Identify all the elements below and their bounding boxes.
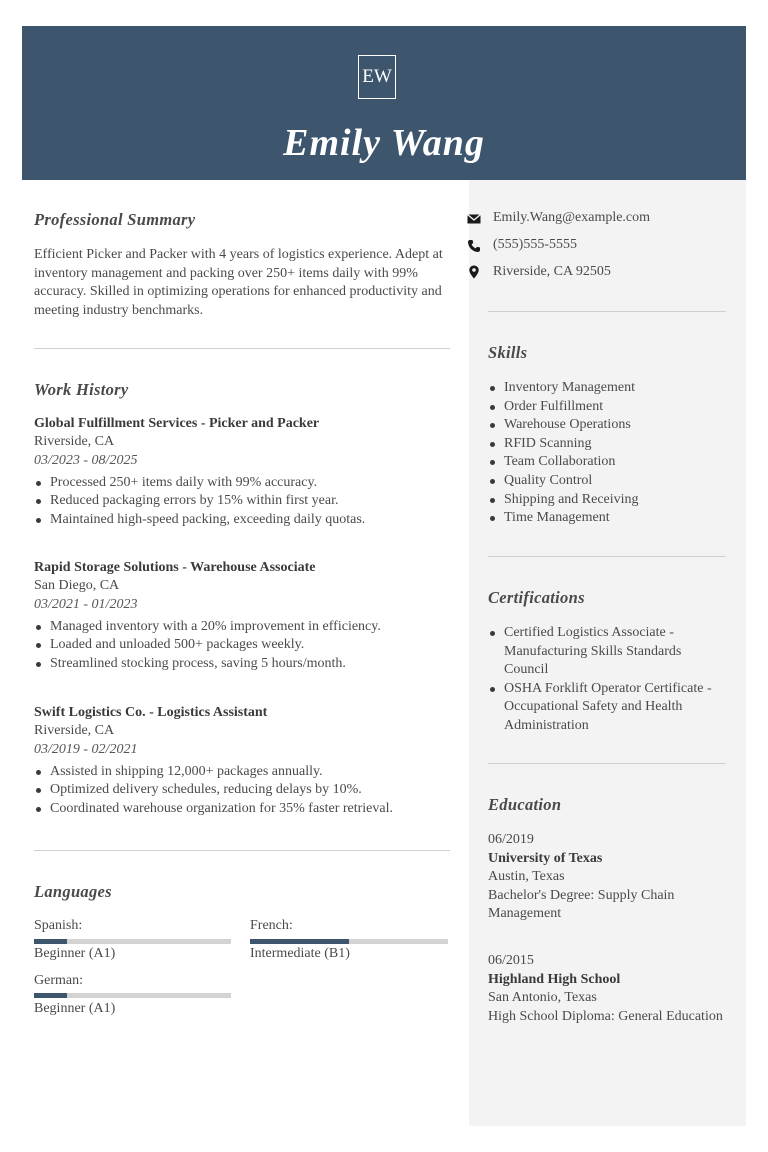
skills-list: [488, 379, 726, 528]
certifications-title: Certifications: [488, 588, 585, 607]
phone-icon: [467, 239, 481, 253]
divider: [488, 311, 726, 312]
list-item: Order Fulfillment: [488, 398, 726, 417]
education-location: Austin, Texas: [488, 869, 565, 885]
education-degree: Bachelor's Degree: Supply Chain Management: [488, 887, 675, 922]
contact-email: Emily.Wang@example.com: [493, 210, 651, 225]
language-name: Spanish:: [34, 918, 83, 933]
summary-title: Professional Summary: [34, 210, 196, 229]
language-level-bar: [34, 993, 231, 998]
job-location: Riverside, CA: [34, 723, 115, 738]
job-entry: [34, 416, 450, 529]
list-item: Streamlined stocking process, saving 5 hours/month.: [34, 655, 450, 674]
monogram: EW: [358, 55, 396, 99]
list-item: Coordinated warehouse organization for 35% faster retrieval.: [34, 800, 450, 819]
job-entry: [34, 560, 450, 673]
divider: [34, 348, 450, 349]
certifications-list: [488, 624, 720, 736]
contact-address: Riverside, CA 92505: [493, 264, 611, 279]
location-pin-icon: [467, 265, 481, 279]
education-degree: High School Diploma: General Education: [488, 1008, 723, 1024]
list-item: Processed 250+ items daily with 99% accuracy.: [34, 474, 450, 493]
language-level-fill: [34, 939, 67, 944]
email-icon: [467, 212, 481, 226]
language-level-fill: [250, 939, 349, 944]
divider: [34, 850, 450, 851]
education-date: 06/2015: [488, 953, 534, 968]
job-location: Riverside, CA: [34, 434, 115, 449]
education-school: Highland High School: [488, 971, 621, 987]
education-school: University of Texas: [488, 850, 603, 866]
education-title: Education: [488, 795, 562, 814]
list-item: Certified Logistics Associate - Manufacturing Skills Standards Council: [488, 624, 720, 680]
language-name: French:: [250, 918, 293, 933]
language-name: German:: [34, 973, 83, 988]
education-location: San Antonio, Texas: [488, 990, 597, 1006]
education-entry: [488, 952, 726, 1026]
list-item: Loaded and unloaded 500+ packages weekly.: [34, 636, 450, 655]
list-item: Inventory Management: [488, 379, 726, 398]
list-item: Shipping and Receiving: [488, 491, 726, 510]
job-location: San Diego, CA: [34, 578, 120, 593]
language-level: Beginner (A1): [34, 1001, 116, 1016]
work-history-title: Work History: [34, 380, 129, 399]
job-title: Rapid Storage Solutions - Warehouse Associate: [34, 560, 316, 575]
job-dates: 03/2023 - 08/2025: [34, 452, 138, 468]
skills-title: Skills: [488, 343, 528, 362]
list-item: RFID Scanning: [488, 435, 726, 454]
list-item: Maintained high-speed packing, exceeding daily quotas.: [34, 511, 450, 530]
languages-title: Languages: [34, 882, 112, 901]
job-bullets: [34, 618, 450, 674]
divider: [488, 556, 726, 557]
job-entry: [34, 705, 450, 818]
language-level: Intermediate (B1): [250, 946, 350, 961]
education-date: 06/2019: [488, 832, 534, 847]
list-item: Optimized delivery schedules, reducing delays by 10%.: [34, 781, 450, 800]
language-level: Beginner (A1): [34, 946, 116, 961]
list-item: Time Management: [488, 509, 726, 528]
summary-text: Efficient Picker and Packer with 4 years of logistics experience. Adept at inventory management and packing over 250+ items daily with 99% accuracy. Skilled in optimizing operations for enhanced productivity and meeting industry benchmarks.: [34, 247, 443, 318]
list-item: Warehouse Operations: [488, 416, 726, 435]
education-entry: [488, 831, 726, 924]
language-level-bar: [250, 939, 448, 944]
list-item: Reduced packaging errors by 15% within first year.: [34, 492, 450, 511]
job-bullets: [34, 763, 450, 819]
candidate-name: Emily Wang: [283, 122, 485, 164]
job-dates: 03/2019 - 02/2021: [34, 741, 138, 757]
job-bullets: [34, 474, 450, 530]
list-item: Team Collaboration: [488, 453, 726, 472]
divider: [488, 763, 726, 764]
list-item: Assisted in shipping 12,000+ packages annually.: [34, 763, 450, 782]
list-item: Quality Control: [488, 472, 726, 491]
language-level-bar: [34, 939, 231, 944]
list-item: OSHA Forklift Operator Certificate - Occupational Safety and Health Administration: [488, 680, 720, 736]
resume-header: [22, 26, 746, 180]
job-dates: 03/2021 - 01/2023: [34, 596, 138, 612]
list-item: Managed inventory with a 20% improvement in efficiency.: [34, 618, 450, 637]
language-level-fill: [34, 993, 67, 998]
job-title: Global Fulfillment Services - Picker and Packer: [34, 416, 320, 431]
job-title: Swift Logistics Co. - Logistics Assistant: [34, 705, 268, 720]
contact-phone: (555)555-5555: [493, 237, 577, 252]
